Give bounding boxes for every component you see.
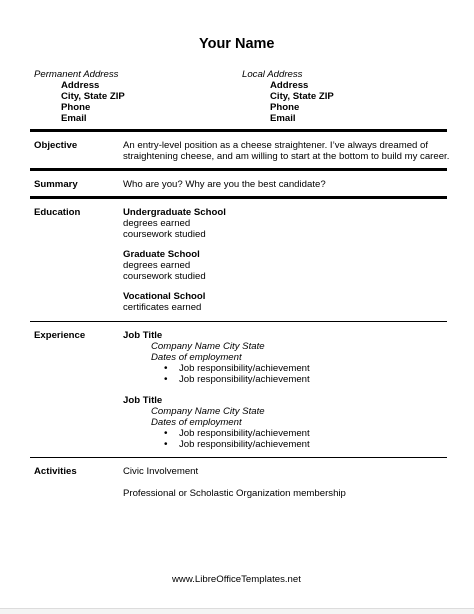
activities-divider bbox=[30, 457, 447, 458]
objective-line-2: straightening cheese, and am willing to start at the bottom to build my career. bbox=[123, 151, 450, 162]
job-company: Company Name City State bbox=[151, 341, 265, 352]
school-name: Undergraduate School bbox=[123, 207, 226, 218]
job-title: Job Title bbox=[123, 395, 163, 406]
objective-label: Objective bbox=[34, 140, 78, 151]
summary-label: Summary bbox=[34, 179, 78, 190]
job-bullet: Job responsibility/achievement bbox=[179, 374, 310, 385]
permanent-address-heading: Permanent Address bbox=[34, 69, 119, 80]
summary-text: Who are you? Why are you the best candidate? bbox=[123, 179, 326, 190]
summary-divider bbox=[30, 168, 447, 171]
experience-divider bbox=[30, 321, 447, 322]
job-bullet: Job responsibility/achievement bbox=[179, 363, 310, 374]
activities-label: Activities bbox=[34, 466, 77, 477]
school-degrees: degrees earned bbox=[123, 218, 191, 229]
education-label: Education bbox=[34, 207, 81, 218]
bullet-icon: • bbox=[164, 374, 168, 385]
school-name: Vocational School bbox=[123, 291, 206, 302]
school-coursework: coursework studied bbox=[123, 229, 206, 240]
bullet-icon: • bbox=[164, 439, 168, 450]
school-degrees: degrees earned bbox=[123, 260, 191, 271]
objective-line-1: An entry-level position as a cheese straightener. I’ve always dreamed of bbox=[123, 140, 429, 151]
footer-url[interactable]: www.LibreOfficeTemplates.net bbox=[172, 574, 301, 585]
school-name: Graduate School bbox=[123, 249, 200, 260]
local-address-heading: Local Address bbox=[242, 69, 303, 80]
permanent-phone: Phone bbox=[61, 102, 91, 113]
experience-label: Experience bbox=[34, 330, 86, 341]
school-coursework: coursework studied bbox=[123, 271, 206, 282]
job-company: Company Name City State bbox=[151, 406, 265, 417]
education-divider bbox=[30, 196, 447, 199]
permanent-email: Email bbox=[61, 113, 87, 124]
job-title: Job Title bbox=[123, 330, 163, 341]
bullet-icon: • bbox=[164, 363, 168, 374]
job-dates: Dates of employment bbox=[151, 352, 242, 363]
job-bullet: Job responsibility/achievement bbox=[179, 439, 310, 450]
permanent-city-state-zip: City, State ZIP bbox=[61, 91, 125, 102]
page-bottom-edge bbox=[0, 608, 474, 614]
school-certificates: certificates earned bbox=[123, 302, 202, 313]
job-bullet: Job responsibility/achievement bbox=[179, 428, 310, 439]
permanent-address-line: Address bbox=[61, 80, 100, 91]
local-phone: Phone bbox=[270, 102, 300, 113]
job-dates: Dates of employment bbox=[151, 417, 242, 428]
local-city-state-zip: City, State ZIP bbox=[270, 91, 334, 102]
bullet-icon: • bbox=[164, 428, 168, 439]
local-email: Email bbox=[270, 113, 296, 124]
activity-civic: Civic Involvement bbox=[123, 466, 199, 477]
objective-divider bbox=[30, 129, 447, 132]
activity-organization: Professional or Scholastic Organization membership bbox=[123, 488, 346, 499]
local-address-line: Address bbox=[270, 80, 309, 91]
resume-name: Your Name bbox=[199, 36, 275, 52]
